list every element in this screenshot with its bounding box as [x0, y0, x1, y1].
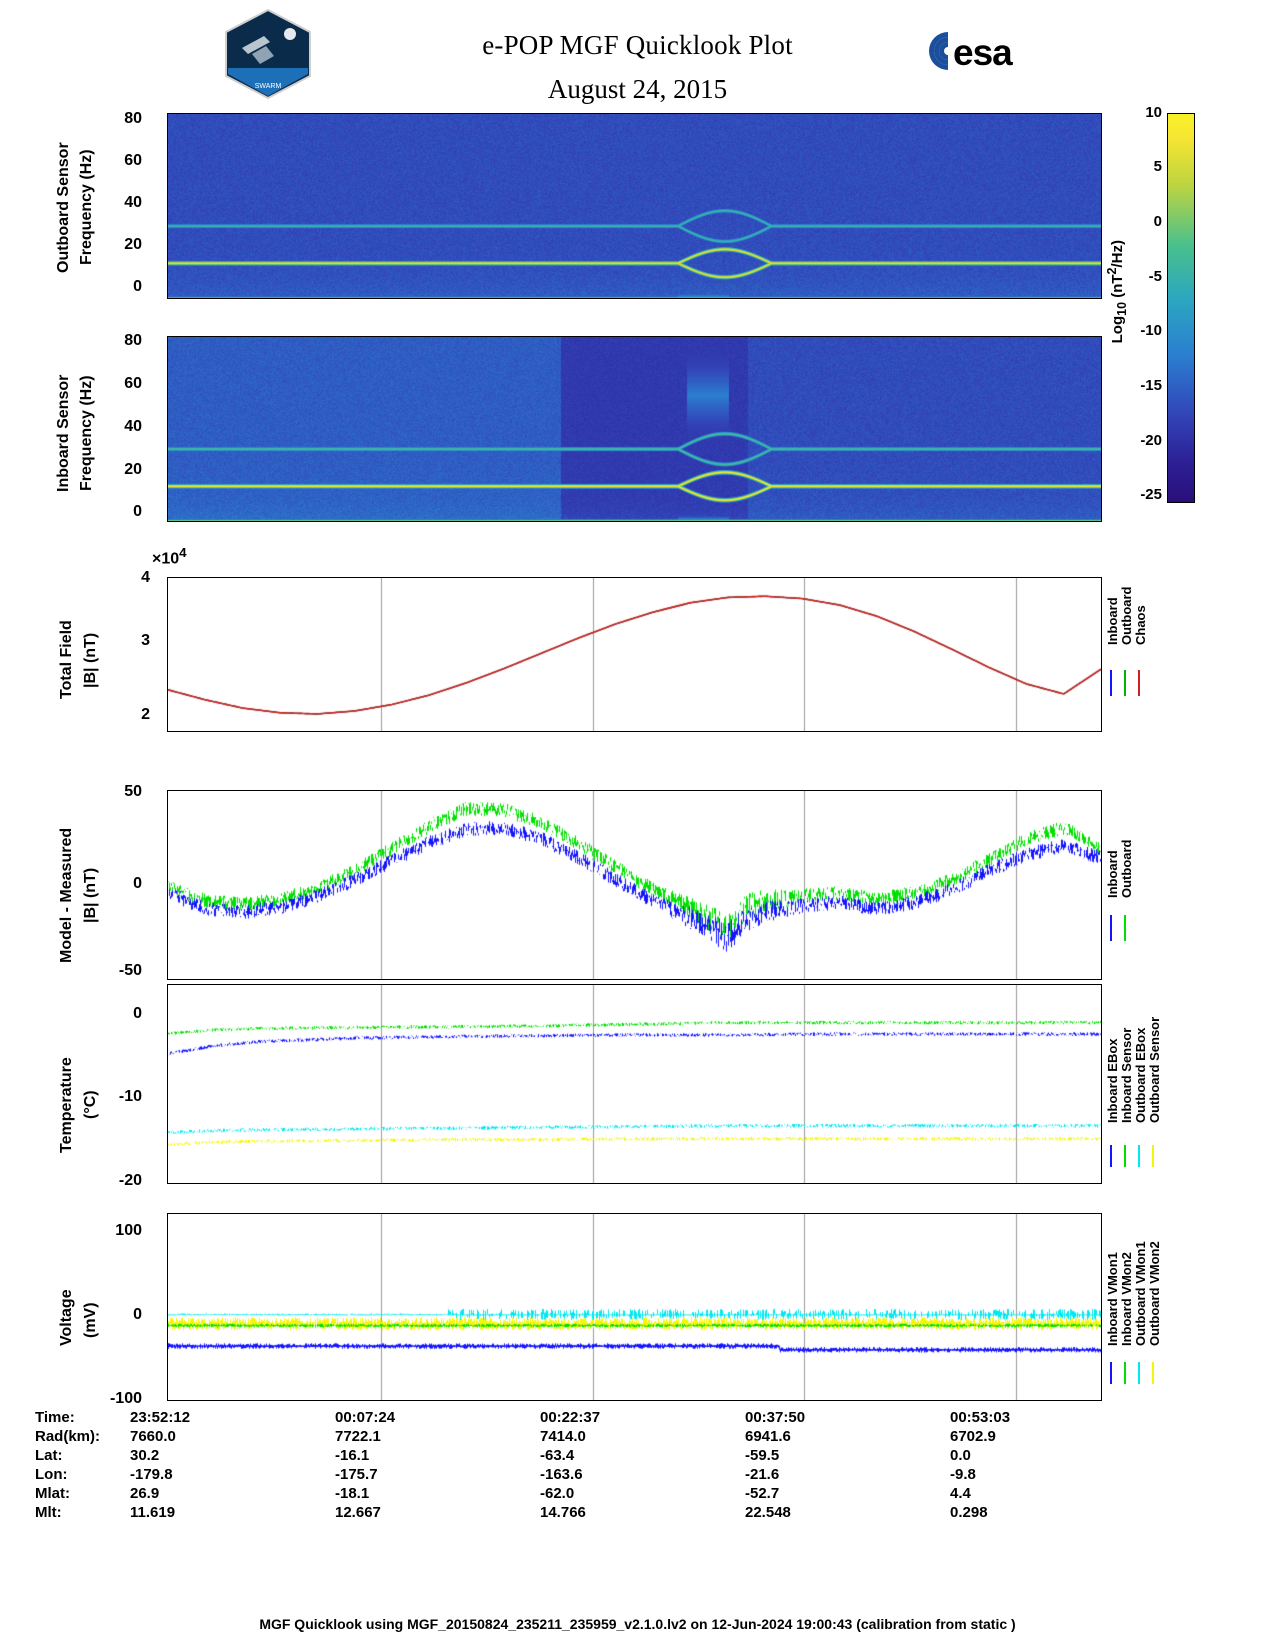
esa-wordmark: esa: [953, 32, 1012, 73]
panel-f-legend-outboard-vmon2: Outboard VMon2: [1147, 1241, 1162, 1346]
svg-text:SWARM: SWARM: [254, 83, 282, 90]
ephemeris-cell: -59.5: [745, 1447, 780, 1464]
panel-c-ylabel-1: Total Field: [58, 620, 75, 700]
colorbar-tick-4: -10: [1140, 322, 1162, 339]
ephemeris-cell: 6941.6: [745, 1428, 791, 1445]
ephemeris-cell: 14.766: [540, 1504, 586, 1521]
panel-c-ylabel-2: |B| (nT): [82, 632, 99, 688]
ephemeris-row-label: Rad(km):: [35, 1428, 101, 1445]
panel-c-legend-outboard: Outboard: [1119, 586, 1134, 645]
panel-e-ylabel-1: Temperature: [58, 1057, 75, 1153]
temperature-plot[interactable]: [167, 984, 1102, 1184]
panel-c-ytick-2: 2: [141, 706, 150, 723]
panel-f-legend-inboard-vmon2: Inboard VMon2: [1119, 1252, 1134, 1346]
panel-c-ytick-4: 4: [141, 569, 150, 586]
panel-f-ytick-100: 100: [115, 1222, 142, 1239]
page-subtitle: August 24, 2015: [547, 74, 728, 104]
panel-e-ytick-neg20: -20: [118, 1172, 142, 1189]
panel-b-ytick-20: 20: [124, 461, 142, 478]
colorbar-tick-6: -20: [1140, 432, 1162, 449]
colorbar-tick-7: -25: [1140, 486, 1162, 503]
ephemeris-cell: 00:22:37: [540, 1409, 601, 1426]
colorbar-tick-1: 5: [1153, 158, 1162, 175]
panel-f-ytick-0: 0: [133, 1306, 142, 1323]
ephemeris-cell: 7660.0: [130, 1428, 176, 1445]
panel-a-ylabel-1: Outboard Sensor: [55, 142, 72, 273]
panel-a-ylabel-2: Frequency (Hz): [78, 149, 95, 266]
ephemeris-cell: 11.619: [130, 1504, 176, 1521]
ephemeris-cell: 00:53:03: [950, 1409, 1011, 1426]
panel-e-legend-outboard-sensor: Outboard Sensor: [1147, 1016, 1162, 1123]
panel-d-legend-swatch-outboard: [1124, 915, 1126, 941]
ephemeris-cell: 30.2: [130, 1447, 160, 1464]
panel-f-ylabel-1: Voltage: [58, 1289, 75, 1346]
ephemeris-table: [0, 1408, 1275, 1522]
panel-a-ytick-0: 0: [133, 278, 142, 295]
panel-e-ytick-0: 0: [133, 1005, 142, 1022]
colorbar: [1167, 113, 1195, 503]
panel-e-ytick-neg10: -10: [118, 1088, 142, 1105]
panel-d-ylabel-1: Model - Measured: [58, 827, 75, 963]
panel-c-legend-swatch-outboard: [1124, 670, 1126, 696]
ephemeris-cell: 00:37:50: [745, 1409, 806, 1426]
ephemeris-cell: -62.0: [540, 1485, 575, 1502]
panel-f-ytick-neg100: -100: [109, 1390, 142, 1407]
panel-c-ytick-3: 3: [141, 632, 150, 649]
panel-e-legend-swatch-1: [1110, 1145, 1112, 1167]
ephemeris-cell: 0.0: [950, 1447, 971, 1464]
panel-f-legend-swatch-2: [1124, 1362, 1126, 1384]
outboard-spectrogram[interactable]: [167, 113, 1102, 299]
panel-e-legend-swatch-2: [1124, 1145, 1126, 1167]
credit-line: MGF Quicklook using MGF_20150824_235211_235959_v2.1.0.lv2 on 12-Jun-2024 19:00:43 (calibration from static ): [259, 1616, 1016, 1632]
panel-c-legend-swatch-chaos: [1138, 670, 1140, 696]
ephemeris-cell: 7722.1: [335, 1428, 381, 1445]
panel-b-ytick-60: 60: [124, 375, 142, 392]
panel-f-legend-swatch-3: [1138, 1362, 1140, 1384]
panel-d-legend-outboard: Outboard: [1119, 839, 1134, 898]
ephemeris-cell: -52.7: [745, 1485, 780, 1502]
colorbar-tick-2: 0: [1153, 213, 1162, 230]
ephemeris-cell: -21.6: [745, 1466, 780, 1483]
panel-f-legend-swatch-4: [1152, 1362, 1154, 1384]
model-minus-measured-plot[interactable]: [167, 790, 1102, 980]
ephemeris-cell: -179.8: [130, 1466, 173, 1483]
panel-c-legend-inboard: Inboard: [1105, 597, 1120, 645]
ephemeris-row: [35, 1465, 1155, 1484]
ephemeris-row: [35, 1446, 1155, 1465]
panel-d-legend-swatch-inboard: [1110, 915, 1112, 941]
ephemeris-cell: -16.1: [335, 1447, 370, 1464]
panel-e-legend-inboard-sensor: Inboard Sensor: [1119, 1027, 1134, 1123]
panel-c-legend-chaos: Chaos: [1133, 605, 1148, 645]
panel-d-ytick-50: 50: [124, 783, 142, 800]
panel-d-ylabel-2: |B| (nT): [82, 867, 99, 923]
panel-e-legend-inboard-ebox: Inboard EBox: [1105, 1038, 1120, 1123]
ephemeris-cell: 00:07:24: [335, 1409, 396, 1426]
panel-f-legend-swatch-1: [1110, 1362, 1112, 1384]
ephemeris-row: [35, 1503, 1155, 1522]
panel-a-ytick-40: 40: [124, 194, 142, 211]
panel-c-legend-swatch-inboard: [1110, 670, 1112, 696]
panel-d-ytick-0: 0: [133, 875, 142, 892]
ephemeris-cell: 23:52:12: [130, 1409, 191, 1426]
ephemeris-cell: 26.9: [130, 1485, 160, 1502]
ephemeris-cell: -9.8: [950, 1466, 976, 1483]
panel-b-ylabel-2: Frequency (Hz): [78, 375, 95, 491]
ephemeris-row-label: Lon:: [35, 1466, 68, 1483]
panel-f-legend-outboard-vmon1: Outboard VMon1: [1133, 1241, 1148, 1346]
panel-b-ytick-40: 40: [124, 418, 142, 435]
ephemeris-row-label: Lat:: [35, 1447, 63, 1464]
ephemeris-cell: 6702.9: [950, 1428, 996, 1445]
panel-f-legend-inboard-vmon1: Inboard VMon1: [1105, 1252, 1120, 1346]
ephemeris-row: [35, 1484, 1155, 1503]
panel-a-ytick-20: 20: [124, 236, 142, 253]
ephemeris-cell: 0.298: [950, 1504, 988, 1521]
page-title: e-POP MGF Quicklook Plot: [482, 30, 793, 60]
panel-e-legend-outboard-ebox: Outboard EBox: [1133, 1027, 1148, 1123]
ephemeris-cell: 22.548: [745, 1504, 791, 1521]
ephemeris-row: [35, 1427, 1155, 1446]
ephemeris-cell: 4.4: [950, 1485, 971, 1502]
ephemeris-cell: -63.4: [540, 1447, 575, 1464]
panel-b-ylabel-1: Inboard Sensor: [55, 374, 72, 492]
colorbar-tick-0: 10: [1145, 104, 1162, 121]
ephemeris-cell: -175.7: [335, 1466, 378, 1483]
ephemeris-row-label: Mlt:: [35, 1504, 62, 1521]
panel-e-legend-swatch-3: [1138, 1145, 1140, 1167]
colorbar-label: Log$_{10}$ $(nT^2/Hz)$: [1105, 240, 1129, 344]
panel-e-ylabel-2: (°C): [82, 1090, 99, 1120]
panel-d-ytick-neg50: -50: [118, 962, 142, 979]
ephemeris-cell: -18.1: [335, 1485, 370, 1502]
total-field-plot[interactable]: [167, 577, 1102, 732]
ephemeris-cell: 12.667: [335, 1504, 381, 1521]
ephemeris-cell: -163.6: [540, 1466, 583, 1483]
panel-c-exponent: $\times 10^4$: [152, 545, 187, 568]
panel-f-ylabel-2: (mV): [82, 1302, 99, 1338]
ephemeris-cell: 7414.0: [540, 1428, 586, 1445]
panel-d-legend-inboard: Inboard: [1105, 850, 1120, 898]
panel-e-legend-swatch-4: [1152, 1145, 1154, 1167]
panel-a-ytick-60: 60: [124, 152, 142, 169]
colorbar-tick-3: -5: [1148, 268, 1162, 285]
panel-a-ytick-80: 80: [124, 110, 142, 127]
voltage-plot[interactable]: [167, 1213, 1102, 1401]
ephemeris-row: [35, 1408, 1155, 1427]
ephemeris-row-label: Time:: [35, 1409, 75, 1426]
panel-b-ytick-80: 80: [124, 332, 142, 349]
colorbar-tick-5: -15: [1140, 377, 1162, 394]
esa-logo-icon: [925, 28, 1045, 72]
inboard-spectrogram[interactable]: [167, 336, 1102, 522]
ephemeris-row-label: Mlat:: [35, 1485, 70, 1502]
panel-b-ytick-0: 0: [133, 503, 142, 520]
